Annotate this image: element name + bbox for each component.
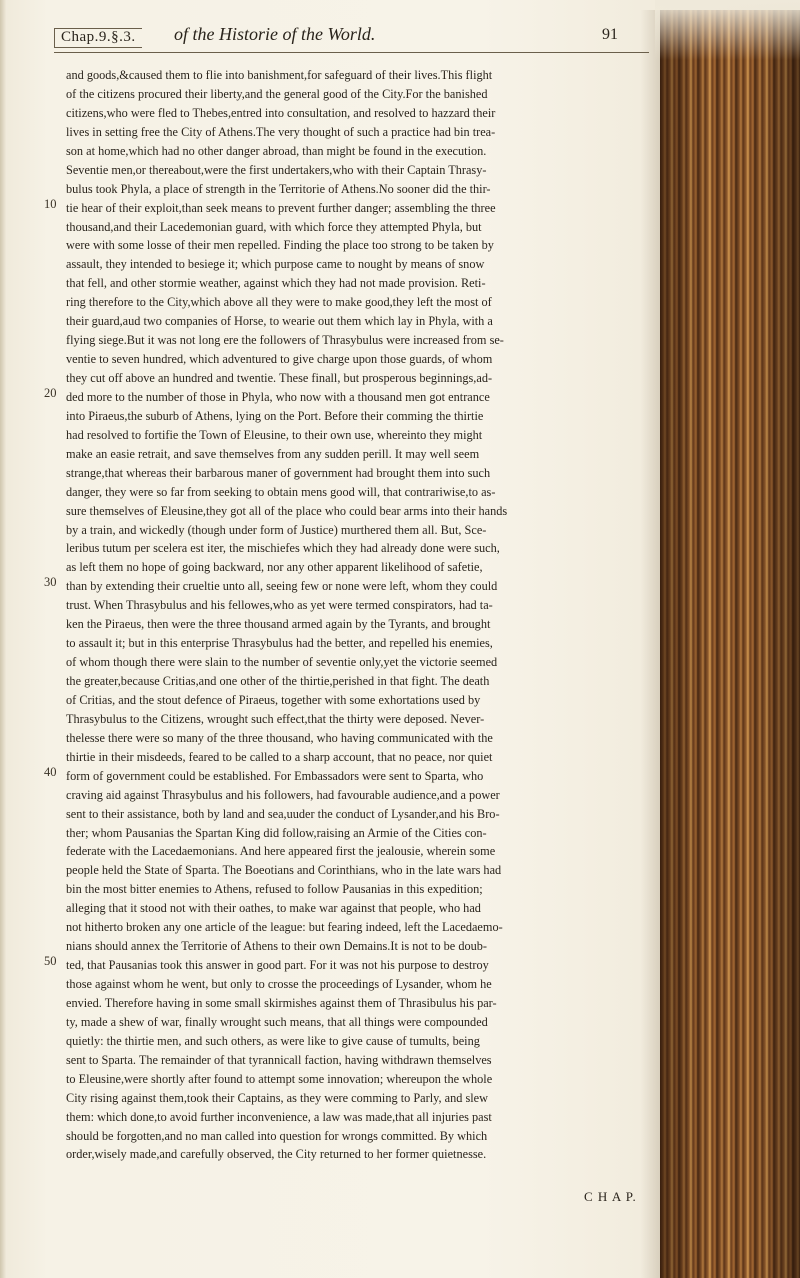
text-line: that fell, and other stormie weather, against which they had not made provision. Reti- [66, 276, 486, 291]
text-line: federate with the Lacedaemonians. And here appeared first the jealousie, wherein some [66, 844, 496, 859]
page-number: 91 [602, 26, 618, 43]
text-line: nians should annex the Territorie of Athens to their own Demains.It is not to be doub- [66, 939, 488, 954]
margin-line-number: 30 [44, 575, 57, 589]
text-line: should be forgotten,and no man called into question for wrongs committed. By which [66, 1128, 488, 1143]
text-line: son at home,which had no other danger abroad, than might be found in the execution. [66, 143, 487, 158]
text-line: ring therefore to the City,which above all they were to make good,they left the most of [66, 295, 492, 310]
chapter-reference: Chap.9.§.3. [54, 28, 142, 48]
text-line: into Piraeus,the suburb of Athens, lying on the Port. Before their comming the thirtie [66, 408, 484, 423]
text-line: danger, they were so far from seeking to obtain mens good will, that contrariwise,to as- [66, 484, 496, 499]
text-line: had resolved to fortifie the Town of Eleusine, to their own use, whereinto they might [66, 427, 483, 442]
text-line: by a train, and wickedly (though under form of Justice) murthered them all. But, Sce- [66, 522, 487, 537]
text-line: ken the Piraeus, then were the three thousand armed again by the Tyrants, and brought [66, 617, 491, 632]
text-line: sure themselves of Eleusine,they got all of the place who could bear arms into their hands [66, 503, 508, 518]
text-line: tie hear of their exploit,than seek means to prevent further danger; assembling the three [66, 200, 496, 215]
text-line: not hitherto broken any one article of the league: but fearing indeed, left the Lacedaemo- [66, 920, 503, 935]
text-line: as left them no hope of going backward, nor any other apparent likelihood of safetie, [66, 560, 483, 575]
text-line: alleging that it stood not with their oathes, to make war against that people, who had [66, 901, 481, 916]
text-line: were with some losse of their men repelled. Finding the place too strong to be taken by [66, 238, 494, 253]
text-line: sent to Sparta. The remainder of that tyrannicall faction, having withdrawn themselves [66, 1052, 492, 1067]
text-line: and goods,&caused them to flie into banishment,for safeguard of their lives.This flight [66, 68, 493, 82]
text-line: envied. Therefore having in some small skirmishes against them of Thrasibulus his par- [66, 995, 497, 1010]
text-line: bulus took Phyla, a place of strength in the Territorie of Athens.No sooner did the thir- [66, 181, 491, 196]
text-line: form of government could be established. For Embassadors were sent to Sparta, who [66, 768, 484, 783]
text-line: of the citizens procured their liberty,and the general good of the City.For the banished [66, 86, 488, 101]
text-line: ther; whom Pausanias the Spartan King did follow,raising an Armie of the Cities con- [66, 825, 487, 840]
text-line: flying siege.But it was not long ere the followers of Thrasybulus were increased from se- [66, 333, 504, 348]
header-rule [54, 52, 649, 53]
text-line: assault, they intended to besiege it; which purpose came to nought by means of snow [66, 257, 485, 272]
text-line: Thrasybulus to the Citizens, wrought such effect,that the thirty were deposed. Never- [66, 711, 485, 726]
text-line: thelesse there were so many of the three thousand, who having communicated with the [66, 730, 493, 745]
text-line: thirtie in their misdeeds, feared to be called to a sharp account, that no peace, nor quiet [66, 749, 493, 764]
text-line: thousand,and their Lacedemonian guard, with which force they attempted Phyla, but [66, 219, 482, 234]
text-line: leribus tutum per scelera est iter, the mischiefes which they had already done were such, [66, 541, 500, 556]
text-line: quietly: the thirtie men, and such others, as were like to give cause of tumults, being [66, 1033, 480, 1048]
text-line: ventie to seven hundred, which adventured to give charge upon those guards, of whom [66, 352, 493, 367]
text-line: sent to their assistance, both by land and sea,uuder the conduct of Lysander,and his Bro- [66, 806, 500, 821]
body-text [66, 66, 640, 1164]
text-line: ted, that Pausanias took this answer in good part. For it was not his purpose to destroy [66, 958, 489, 973]
text-line: their guard,aud two companies of Horse, to wearie out them which lay in Phyla, with a [66, 314, 493, 329]
spine-shading [660, 10, 800, 1278]
text-line: they cut off above an hundred and twentie. These finall, but prosperous beginnings,ad- [66, 371, 493, 385]
text-line: of whom though there were slain to the number of seventie only,yet the victorie seemed [66, 655, 498, 670]
text-line: strange,that whereas their barbarous maner of government had brought them into such [66, 465, 491, 480]
text-line: lives in setting free the City of Athens.The very thought of such a practice had bin trea- [66, 124, 496, 139]
catchword: C H A P. [584, 1189, 637, 1204]
text-line: Seventie men,or thereabout,were the first undertakers,who with their Captain Thrasy- [66, 162, 487, 177]
spine-top-fade [655, 0, 800, 60]
text-line: of Critias, and the stout defence of Piraeus, together with some exhortations used by [66, 692, 481, 707]
text-line: ded more to the number of those in Phyla, who now with a thousand men got entrance [66, 389, 490, 404]
text-line: bin the most bitter enemies to Athens, refused to follow Pausanias in this expedition; [66, 882, 483, 897]
running-header [54, 24, 654, 54]
text-line: ty, made a shew of war, finally wrought such means, that all things were compounded [66, 1014, 488, 1029]
margin-line-number: 40 [44, 765, 57, 779]
text-line: those against whom he went, but only to crosse the proceedings of Lysander, whom he [66, 977, 492, 991]
text-line: make an easie retrait, and save themselves from any sudden perill. It may well seem [66, 446, 480, 461]
text-line: craving aid against Thrasybulus and his followers, had favourable audience,and a power [66, 787, 500, 802]
text-line: trust. When Thrasybulus and his fellowes,who as yet were termed conspirators, had ta- [66, 598, 493, 613]
margin-line-number: 20 [44, 386, 57, 400]
margin-line-number: 50 [44, 954, 57, 968]
text-line: order,wisely made,and carefully observed, the City returned to her former quietnesse. [66, 1147, 487, 1162]
text-line: them: which done,to avoid further inconvenience, a law was made,that all injuries past [66, 1109, 492, 1124]
text-line: to assault it; but in this enterprise Thrasybulus had the better, and repelled his enemies, [66, 636, 493, 651]
margin-line-number: 10 [44, 197, 57, 211]
text-line: citizens,who were fled to Thebes,entred into consultation, and resolved to hazzard their [66, 105, 496, 120]
text-line: than by extending their crueltie unto all, seeing few or none were left, whom they could [66, 579, 498, 594]
page-edge [0, 0, 6, 1278]
text-line: people held the State of Sparta. The Boeotians and Corinthians, who in the late wars had [66, 863, 502, 878]
text-line: to Eleusine,were shortly after found to attempt some innovation; whereupon the whole [66, 1071, 493, 1086]
text-line: City rising against them,took their Captains, as they were comming to Parly, and slew [66, 1090, 489, 1105]
running-title: of the Historie of the World. [174, 24, 376, 44]
text-line: the greater,because Critias,and one other of the thirtie,perished in that fight. The death [66, 674, 490, 688]
